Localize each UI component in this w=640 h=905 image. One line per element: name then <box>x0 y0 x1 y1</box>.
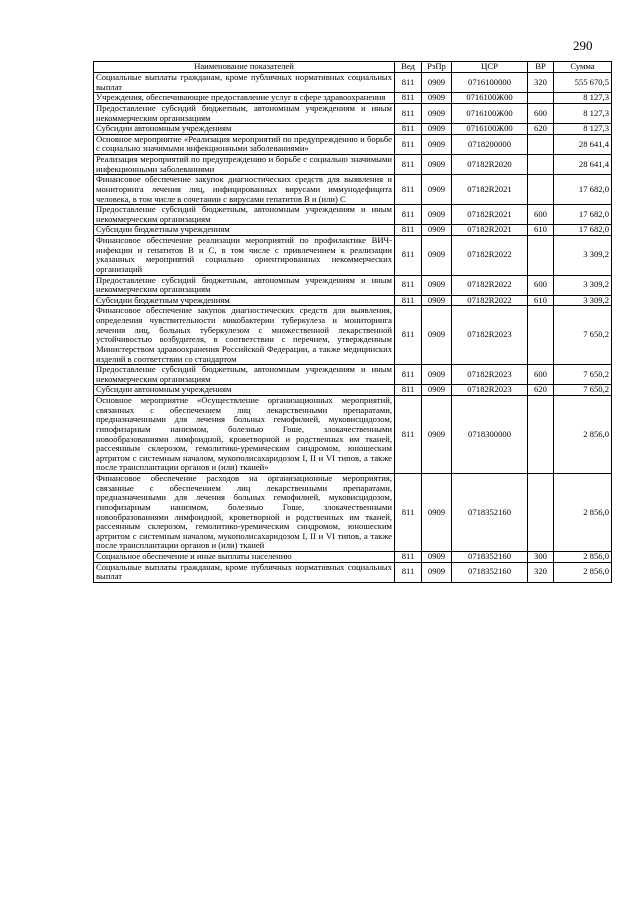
cell-vr <box>528 175 554 205</box>
cell-ved: 811 <box>395 205 422 225</box>
cell-rzpr: 0909 <box>422 205 452 225</box>
cell-vr <box>528 155 554 175</box>
cell-csr: 0718300000 <box>452 396 528 474</box>
cell-csr: 07182R2022 <box>452 236 528 276</box>
table-row <box>94 306 612 365</box>
cell-name: Субсидии автономным учреждениям <box>94 385 395 396</box>
cell-vr: 300 <box>528 552 554 563</box>
cell-ved: 811 <box>395 306 422 365</box>
table-body <box>94 73 612 583</box>
cell-rzpr: 0909 <box>422 93 452 104</box>
cell-sum: 17 682,0 <box>554 225 612 236</box>
cell-rzpr: 0909 <box>422 275 452 295</box>
cell-vr <box>528 93 554 104</box>
cell-rzpr: 0909 <box>422 73 452 93</box>
cell-csr: 0718200000 <box>452 134 528 154</box>
cell-name: Финансовое обеспечение реализации мероприятий по профилактике ВИЧ-инфекции и гепатитов В и С, в том числе с привлечением к реализации указанных мероприятий социально ориентированных некоммерческих организаций <box>94 236 395 276</box>
cell-sum: 8 127,3 <box>554 124 612 135</box>
cell-sum: 2 856,0 <box>554 396 612 474</box>
cell-csr: 07182R2020 <box>452 155 528 175</box>
cell-csr: 0716100000 <box>452 73 528 93</box>
cell-rzpr: 0909 <box>422 385 452 396</box>
cell-name: Реализация мероприятий по предупреждению и борьбе с социально значимыми инфекционными заболеваниями <box>94 155 395 175</box>
table-header-row <box>94 62 612 73</box>
cell-name: Социальное обеспечение и иные выплаты населению <box>94 552 395 563</box>
cell-ved: 811 <box>395 295 422 306</box>
cell-rzpr: 0909 <box>422 175 452 205</box>
cell-ved: 811 <box>395 562 422 582</box>
cell-name: Субсидии автономным учреждениям <box>94 124 395 135</box>
cell-rzpr: 0909 <box>422 562 452 582</box>
page-number: 290 <box>573 38 593 53</box>
cell-csr: 0716100Ж00 <box>452 93 528 104</box>
cell-ved: 811 <box>395 225 422 236</box>
cell-ved: 811 <box>395 385 422 396</box>
cell-vr: 610 <box>528 295 554 306</box>
cell-rzpr: 0909 <box>422 134 452 154</box>
header-rzpr: РзПр <box>422 62 452 73</box>
table-row <box>94 124 612 135</box>
cell-sum: 28 641,4 <box>554 134 612 154</box>
cell-name: Субсидии бюджетным учреждениям <box>94 225 395 236</box>
cell-name: Финансовое обеспечение расходов на организационные мероприятия, связанные с обеспечением лиц лекарственными препаратами, предназначенными для лечения больных гемофилией, муковисцидозом, гипофизарным нанизмом, болезнью Гоше, злокачественными новообразованиями лимфоидной, кроветворной и родственных им тканей, рассеянным склерозом, гемолитико-уремическим синдромом, юношеским артритом с системным началом, мукополисахаридозом I, II и VI типов, а также после трансплантации органов и (или) тканей <box>94 474 395 552</box>
cell-ved: 811 <box>395 134 422 154</box>
table-row <box>94 175 612 205</box>
cell-sum: 7 650,2 <box>554 385 612 396</box>
cell-csr: 07182R2022 <box>452 275 528 295</box>
cell-vr: 320 <box>528 562 554 582</box>
table-row <box>94 474 612 552</box>
cell-csr: 07182R2022 <box>452 295 528 306</box>
table-row <box>94 236 612 276</box>
cell-csr: 07182R2023 <box>452 365 528 385</box>
cell-csr: 0718352160 <box>452 552 528 563</box>
cell-ved: 811 <box>395 275 422 295</box>
cell-rzpr: 0909 <box>422 306 452 365</box>
table-row <box>94 396 612 474</box>
cell-sum: 555 670,5 <box>554 73 612 93</box>
cell-name: Учреждения, обеспечивающие предоставление услуг в сфере здравоохранения <box>94 93 395 104</box>
cell-csr: 0716100Ж00 <box>452 124 528 135</box>
cell-rzpr: 0909 <box>422 155 452 175</box>
cell-csr: 07182R2021 <box>452 205 528 225</box>
cell-sum: 3 309,2 <box>554 275 612 295</box>
cell-name: Основное мероприятие «Реализация мероприятий по предупреждению и борьбе с социально значимыми инфекционными заболеваниями» <box>94 134 395 154</box>
cell-csr: 07182R2023 <box>452 306 528 365</box>
cell-sum: 7 650,2 <box>554 365 612 385</box>
header-ved: Вед <box>395 62 422 73</box>
header-name: Наименование показателей <box>94 62 395 73</box>
header-vr: ВР <box>528 62 554 73</box>
header-csr: ЦСР <box>452 62 528 73</box>
cell-vr: 600 <box>528 103 554 123</box>
cell-csr: 07182R2023 <box>452 385 528 396</box>
cell-vr: 600 <box>528 365 554 385</box>
cell-name: Предоставление субсидий бюджетным, автономным учреждениям и иным некоммерческим организациям <box>94 365 395 385</box>
cell-sum: 3 309,2 <box>554 236 612 276</box>
table-row <box>94 134 612 154</box>
cell-vr: 320 <box>528 73 554 93</box>
cell-rzpr: 0909 <box>422 103 452 123</box>
cell-ved: 811 <box>395 175 422 205</box>
cell-csr: 0718352160 <box>452 474 528 552</box>
cell-name: Предоставление субсидий бюджетным, автономным учреждениям и иным некоммерческим организациям <box>94 205 395 225</box>
table-row <box>94 93 612 104</box>
cell-ved: 811 <box>395 155 422 175</box>
cell-rzpr: 0909 <box>422 124 452 135</box>
cell-vr: 610 <box>528 225 554 236</box>
cell-rzpr: 0909 <box>422 552 452 563</box>
cell-name: Социальные выплаты гражданам, кроме публичных нормативных социальных выплат <box>94 73 395 93</box>
cell-rzpr: 0909 <box>422 396 452 474</box>
cell-ved: 811 <box>395 93 422 104</box>
cell-vr <box>528 134 554 154</box>
cell-name: Предоставление субсидий бюджетным, автономным учреждениям и иным некоммерческим организациям <box>94 275 395 295</box>
cell-vr: 620 <box>528 124 554 135</box>
cell-rzpr: 0909 <box>422 474 452 552</box>
budget-table <box>93 61 612 583</box>
cell-vr <box>528 236 554 276</box>
cell-sum: 17 682,0 <box>554 205 612 225</box>
cell-csr: 0718352160 <box>452 562 528 582</box>
cell-name: Субсидии бюджетным учреждениям <box>94 295 395 306</box>
cell-sum: 7 650,2 <box>554 306 612 365</box>
cell-vr: 620 <box>528 385 554 396</box>
cell-sum: 28 641,4 <box>554 155 612 175</box>
cell-sum: 3 309,2 <box>554 295 612 306</box>
cell-ved: 811 <box>395 552 422 563</box>
cell-sum: 2 856,0 <box>554 562 612 582</box>
cell-rzpr: 0909 <box>422 295 452 306</box>
table-row <box>94 225 612 236</box>
table-row <box>94 73 612 93</box>
cell-ved: 811 <box>395 396 422 474</box>
cell-name: Основное мероприятие «Осуществление организационных мероприятий, связанных с обеспечением лиц лекарственными препаратами, предназначенными для лечения больных гемофилией, муковисцидозом, гипофизарным нанизмом, болезнью Гоше, злокачественными новообразованиями лимфоидной, кроветворной и родственных им тканей, рассеянным склерозом, гемолитико-уремическим синдромом, юношеским артритом с системным началом, мукополисахаридозом I, II и VI типов, а также после трансплантации органов и (или) тканей» <box>94 396 395 474</box>
cell-vr <box>528 306 554 365</box>
table-row <box>94 205 612 225</box>
cell-csr: 07182R2021 <box>452 175 528 205</box>
cell-ved: 811 <box>395 73 422 93</box>
cell-name: Предоставление субсидий бюджетным, автономным учреждениям и иным некоммерческим организациям <box>94 103 395 123</box>
cell-name: Финансовое обеспечение закупок диагностических средств для выявления, определения чувствительности микобактерии туберкулеза и мониторинга лечения лиц, больных туберкулезом с множественной лекарственной устойчивостью возбудителя, в соответствии с перечнем, утвержденным Министерством здравоохранения Российской Федерации, а также медицинских изделий в соответствии со стандартом <box>94 306 395 365</box>
cell-csr: 0716100Ж00 <box>452 103 528 123</box>
table-row <box>94 103 612 123</box>
cell-vr: 600 <box>528 275 554 295</box>
cell-ved: 811 <box>395 474 422 552</box>
cell-ved: 811 <box>395 103 422 123</box>
cell-sum: 2 856,0 <box>554 552 612 563</box>
table-row <box>94 385 612 396</box>
header-sum: Сумма <box>554 62 612 73</box>
cell-name: Социальные выплаты гражданам, кроме публичных нормативных социальных выплат <box>94 562 395 582</box>
table-row <box>94 562 612 582</box>
table-row <box>94 552 612 563</box>
table-row <box>94 295 612 306</box>
cell-vr <box>528 474 554 552</box>
cell-ved: 811 <box>395 365 422 385</box>
cell-name: Финансовое обеспечение закупок диагностических средств для выявления и мониторинга лечения лиц, инфицированных вирусами иммунодефицита человека, в том числе в сочетании с вирусами гепатитов В и (или) С <box>94 175 395 205</box>
cell-csr: 07182R2021 <box>452 225 528 236</box>
table-row <box>94 155 612 175</box>
cell-rzpr: 0909 <box>422 236 452 276</box>
cell-sum: 2 856,0 <box>554 474 612 552</box>
cell-vr <box>528 396 554 474</box>
cell-sum: 8 127,3 <box>554 93 612 104</box>
table-row <box>94 275 612 295</box>
cell-sum: 8 127,3 <box>554 103 612 123</box>
cell-ved: 811 <box>395 124 422 135</box>
cell-ved: 811 <box>395 236 422 276</box>
cell-rzpr: 0909 <box>422 365 452 385</box>
cell-sum: 17 682,0 <box>554 175 612 205</box>
cell-vr: 600 <box>528 205 554 225</box>
table-row <box>94 365 612 385</box>
cell-rzpr: 0909 <box>422 225 452 236</box>
